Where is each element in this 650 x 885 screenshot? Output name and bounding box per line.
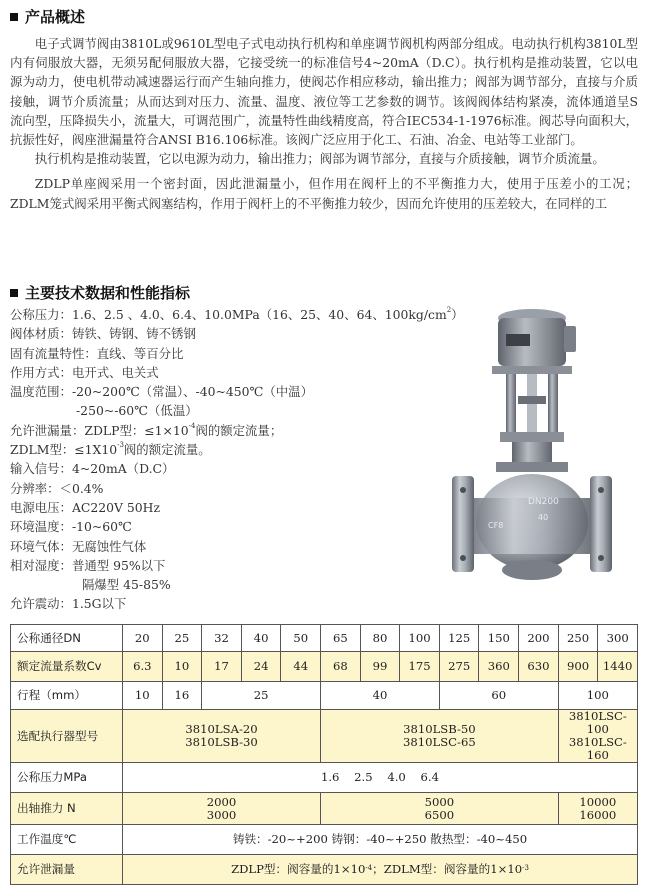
row-label-thrust: 出轴推力 N <box>11 793 123 825</box>
cv-cell: 275 <box>439 652 479 682</box>
spec-line <box>10 479 450 498</box>
table-row-leakage <box>11 855 638 885</box>
spec-text: 公称压力：1.6、2.5 、4.0、6.4、10.0MPa（16、25、40、64、100kg/cm <box>10 307 447 322</box>
cv-cell: 6.3 <box>123 652 163 682</box>
cv-cell: 24 <box>241 652 281 682</box>
overview-paragraph: 执行机构是推动装置，它以电源为动力，输出推力；阀部为调节部分，直接与介质接触，调节介质流量。 <box>34 151 605 167</box>
spec-line <box>10 594 450 613</box>
valve-marking-material: CF8 <box>488 521 504 530</box>
spec-text: 环境温度：-10~60℃ <box>10 519 132 535</box>
dn-cell: 50 <box>281 625 321 652</box>
cv-cell: 175 <box>400 652 440 682</box>
dn-cell: 20 <box>123 625 163 652</box>
thrust-value: 5000 <box>424 794 455 809</box>
table-row-thrust <box>11 793 638 825</box>
stroke-cell: 60 <box>439 682 558 710</box>
spec-line <box>10 440 450 459</box>
spec-text: 环境气体：无腐蚀性气体 <box>10 538 147 554</box>
square-bullet-icon <box>10 289 18 297</box>
dn-cell: 65 <box>321 625 361 652</box>
row-label-leakage: 允许泄漏量 <box>11 855 123 885</box>
spec-line <box>10 344 450 363</box>
valve-marking-size: DN200 <box>528 497 559 507</box>
table-row-temperature <box>11 825 638 855</box>
actuator-cell <box>123 710 321 763</box>
overview-title: 产品概述 <box>25 8 86 26</box>
dn-cell: 300 <box>598 625 638 652</box>
actuator-model: 3810LSA-20 <box>185 722 258 736</box>
stroke-cell: 100 <box>558 682 637 710</box>
leakage-text: ；ZDLM型：阀容量的1×10 <box>372 862 523 876</box>
spec-line <box>10 556 450 575</box>
spec-line <box>10 498 450 517</box>
cv-cell: 99 <box>360 652 400 682</box>
spec-text: 允许泄漏量：ZDLP型：≤1×10 <box>10 422 189 438</box>
spec-text: 隔爆型 45-85% <box>82 577 171 593</box>
row-label-pn: 公称压力MPa <box>11 763 123 793</box>
spec-text: 输入信号：4~20mA（D.C） <box>10 461 175 477</box>
dn-cell: 150 <box>479 625 519 652</box>
valve-marking-pressure: 40 <box>538 513 549 522</box>
spec-line <box>10 517 450 536</box>
spec-line <box>10 421 450 440</box>
spec-line <box>10 575 450 594</box>
cv-cell: 10 <box>162 652 202 682</box>
overview-paragraph: 电子式调节阀由3810L或9610L型电子式电动执行机构和单座调节阀机构两部分组成。电动执行机构3810L型内有伺服放大器，无须另配伺服放大器，它接受统一的标准信号4~20mA（D.C）。执行机构是推动装置，它以电源为动力，使电机带动减速器运行而产生轴向推力，使阀芯作相应移动，输出推力；阀部为调节部分，直接与介质接触，调节介质流量；从而达到对压力、流量、温度、液位等工艺参数的调节。该阀阀体结构紧凑，流体通道呈S流向型，压降损失小，流量大，可调范围广，流量特性曲线精度高，符合IEC534-1-1976标准。阀芯导向面积大，抗振性好，阀座泄漏量符合ANSI B16.106标准。该阀广泛应用于化工、石油、冶金、电站等工业部门。 <box>10 36 638 148</box>
thrust-cell <box>321 793 559 825</box>
dn-cell: 80 <box>360 625 400 652</box>
spec-line <box>10 459 450 478</box>
specs-heading <box>10 282 190 303</box>
spec-text: ZDLM型：≤1X10 <box>10 442 118 458</box>
temperature-values: 铸铁：-20~+200 铸钢：-40~+250 散热型：-40~450 <box>123 825 638 855</box>
specs-list <box>10 305 464 614</box>
spec-text: 作用方式：电开式、电关式 <box>10 364 159 380</box>
spec-line <box>10 305 464 324</box>
spec-text: 允许震动：1.5G以下 <box>10 596 127 612</box>
square-bullet-icon <box>10 13 18 21</box>
actuator-cell <box>558 710 637 763</box>
leakage-exponent: -4 <box>365 864 373 872</box>
spec-text: 相对湿度：普通型 95%以下 <box>10 557 166 573</box>
row-label-actuator: 选配执行器型号 <box>11 710 123 763</box>
thrust-cell <box>123 793 321 825</box>
table-row-actuator <box>11 710 638 763</box>
actuator-model: 3810LSB-50 <box>403 722 476 736</box>
spec-text: 阀的额定流量； <box>195 422 283 438</box>
spec-exponent: -3 <box>117 441 124 450</box>
spec-text: 固有流量特性：直线、等百分比 <box>10 345 184 361</box>
row-label-cv: 额定流量系数Cv <box>11 652 123 682</box>
actuator-model: 3810LSC-100 <box>568 709 627 736</box>
spec-text: 温度范围：-20~200℃（常温）、-40~450℃（中温） <box>10 384 313 400</box>
parameters-table <box>10 624 638 885</box>
spec-exponent: -4 <box>188 421 196 430</box>
row-label-stroke: 行程（mm） <box>11 682 123 710</box>
cv-cell: 17 <box>202 652 242 682</box>
row-label-temperature: 工作温度℃ <box>11 825 123 855</box>
spec-text: 阀体材质：铸铁、铸钢、铸不锈钢 <box>10 326 196 342</box>
stroke-cell: 25 <box>202 682 321 710</box>
thrust-value: 3000 <box>206 807 237 822</box>
overview-body <box>10 34 638 213</box>
dn-cell: 25 <box>162 625 202 652</box>
table-row-stroke <box>11 682 638 710</box>
actuator-cell <box>321 710 559 763</box>
cv-cell: 68 <box>321 652 361 682</box>
spec-text: -250~-60℃（低温） <box>76 403 198 419</box>
leakage-values <box>123 855 638 885</box>
dn-cell: 100 <box>400 625 440 652</box>
stroke-cell: 40 <box>321 682 440 710</box>
spec-line <box>10 537 450 556</box>
spec-text: ） <box>451 307 464 322</box>
table-row-pn <box>11 763 638 793</box>
table-row-cv <box>11 652 638 682</box>
spec-exponent: 2 <box>446 306 452 314</box>
leakage-exponent: -3 <box>522 864 529 872</box>
cv-cell: 900 <box>558 652 598 682</box>
valve-image <box>448 300 648 612</box>
actuator-model: 3810LSC-160 <box>568 735 627 762</box>
overview-heading <box>10 6 85 27</box>
spec-line <box>10 382 450 401</box>
dn-cell: 250 <box>558 625 598 652</box>
thrust-cell <box>558 793 637 825</box>
spec-line <box>10 324 450 343</box>
actuator-model: 3810LSB-30 <box>185 735 258 749</box>
specs-title: 主要技术数据和性能指标 <box>25 284 191 302</box>
stroke-cell: 10 <box>123 682 163 710</box>
spec-text: 阀的额定流量。 <box>123 442 211 458</box>
spec-text: 电源电压：AC220V 50Hz <box>10 499 161 515</box>
thrust-value: 6500 <box>424 807 455 822</box>
dn-cell: 32 <box>202 625 242 652</box>
pn-values: 1.6 2.5 4.0 6.4 <box>123 763 638 793</box>
thrust-value: 2000 <box>206 794 237 809</box>
table-row-dn <box>11 625 638 652</box>
overview-paragraph: ZDLP单座阀采用一个密封面，因此泄漏量小，但作用在阀杆上的不平衡推力大，使用于压差小的工况；ZDLM笼式阀采用平衡式阀塞结构，作用于阀杆上的不平衡推力较少，因而允许使用的压差较大，在同样的工 <box>10 176 638 211</box>
dn-cell: 40 <box>241 625 281 652</box>
spec-text: 分辨率：＜0.4% <box>10 480 104 496</box>
cv-cell: 1440 <box>598 652 638 682</box>
stroke-cell: 16 <box>162 682 202 710</box>
spec-line <box>10 363 450 382</box>
leakage-text: ZDLP型：阀容量的1×10 <box>231 862 366 876</box>
cv-cell: 44 <box>281 652 321 682</box>
cv-cell: 630 <box>519 652 559 682</box>
row-label-dn: 公称通径DN <box>11 625 123 652</box>
dn-cell: 200 <box>519 625 559 652</box>
dn-cell: 125 <box>439 625 479 652</box>
cv-cell: 360 <box>479 652 519 682</box>
thrust-value: 10000 <box>579 794 617 809</box>
thrust-value: 16000 <box>579 807 617 822</box>
spec-line <box>10 401 450 420</box>
actuator-model: 3810LSC-65 <box>403 735 476 749</box>
